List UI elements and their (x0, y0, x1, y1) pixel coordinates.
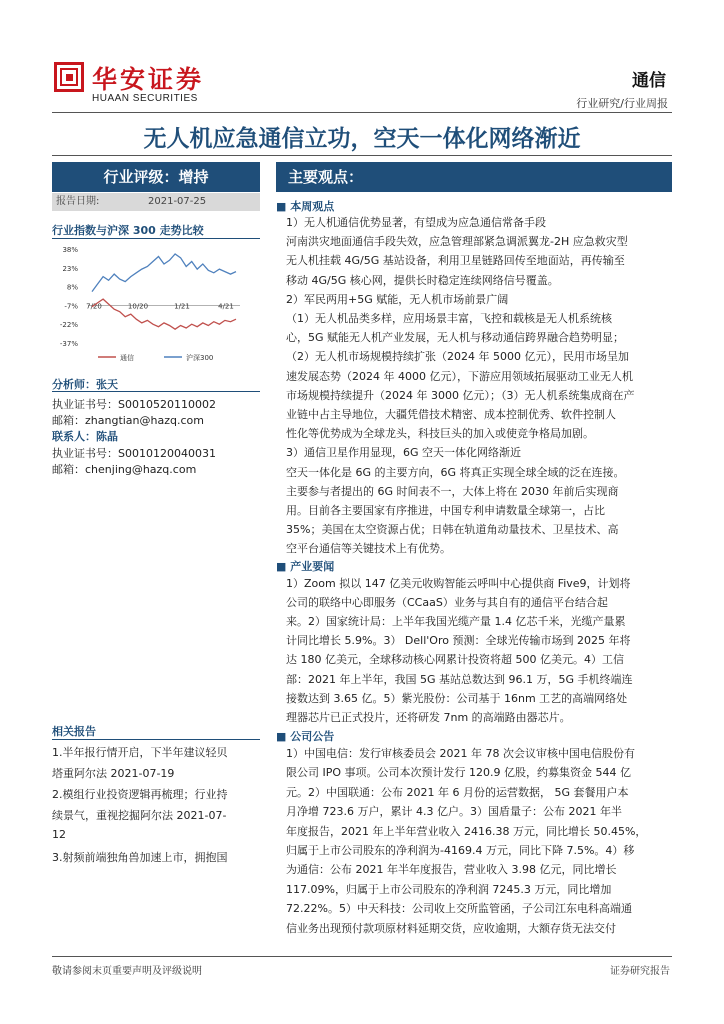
chart-title-rule (52, 238, 260, 239)
weekly-view-text: 本周观点 (290, 200, 335, 213)
main-points-header: 主要观点： (276, 162, 672, 192)
chart-title: 行业指数与沪深 300 走势比较 (52, 224, 204, 237)
y-tick-label: 38% (62, 246, 78, 254)
y-tick-label: 23% (62, 264, 78, 273)
paragraph-line: 业链中占主导地位，大疆凭借技术精密、成本控制优秀、软件控制人 (286, 408, 616, 421)
industry-news-text: 产业要闻 (290, 560, 335, 573)
company-news-title: ■ 公司公告 (276, 730, 335, 743)
paragraph-line: 2）军民两用+5G 赋能，无人机市场前景广阔 (286, 292, 509, 306)
footer-divider (52, 956, 672, 957)
related-rule (52, 739, 260, 740)
paragraph-line: 117.09%，归属于上市公司股东的净利润 7245.3 万元，同比增加 (286, 882, 612, 896)
report-date-value: 2021-07-25 (148, 196, 207, 207)
related-line[interactable]: 塔重阿尔法 2021-07-19 (52, 767, 175, 780)
analyst-rule (52, 391, 260, 392)
x-tick-label: 4/21 (218, 302, 234, 311)
paragraph-line: 速发展态势（2024 年 4000 亿元），下游应用领域拓展驱动工业无人机 (286, 369, 633, 383)
footer-report-type: 证券研究报告 (610, 966, 670, 977)
paragraph-line: 公司的联络中心即服务（CCaaS）业务与其自有的通信平台结合起 (286, 596, 608, 610)
paragraph-line: （1）无人机品类多样，应用场景丰富，飞控和载核是无人机系统核 (286, 312, 612, 325)
analyst-license: 执业证书号：S0010520110002 (52, 398, 216, 411)
paragraph-line: 信业务出现预付款项原材料延期交货，应收逾期，大额存货无法交付 (286, 921, 616, 935)
contact-name: 联系人：陈晶 (52, 430, 118, 443)
logo-seal-icon (54, 62, 84, 92)
related-line[interactable]: 2.模组行业投资逻辑再梳理；行业持 (52, 788, 228, 801)
y-tick-label: -7% (64, 302, 78, 311)
paragraph-line: 理器芯片已正式投片，还将研发 7nm 的高端路由器芯片。 (286, 710, 571, 724)
related-line[interactable]: 3.射频前端独角兽加速上市，拥抱国 (52, 851, 228, 864)
contact-email: 邮箱：chenjing@hazq.com (52, 463, 197, 476)
paragraph-line: 移动 4G/5G 核心网，提供长时稳定连续网络信号覆盖。 (286, 273, 559, 287)
paragraph-line: 1）Zoom 拟以 147 亿美元收购智能云呼叫中心提供商 Five9，计划将 (286, 577, 631, 590)
paragraph-line: 为通信：公布 2021 年半年度报告，营业收入 3.98 亿元，同比增长 (286, 863, 617, 877)
paragraph-line: 元。2）中国联通：公布 2021 年 6 月份的运营数据， 5G 套餐用户本 (286, 785, 629, 799)
industry-rating: 行业评级：增持 (52, 162, 260, 192)
report-type: 行业研究/行业周报 (576, 97, 668, 110)
paragraph-line: 河南洪灾地面通信手段失效，应急管理部紧急调派翼龙-2H 应急救灾型 (286, 235, 628, 249)
contact-license: 执业证书号：S0010120040031 (52, 447, 216, 460)
paragraph-line: 计同比增长 5.9%。3） Dell'Oro 预测：全球光传输市场到 2025 年将 (286, 634, 631, 648)
industry-news-title: ■ 产业要闻 (276, 560, 335, 573)
paragraph-line: 心，5G 赋能无人机产业发展，无人机与移动通信跨界融合趋势明显； (286, 331, 625, 345)
paragraph-line: 接数达到 3.65 亿。5）紫光股份：公司基于 16nm 工艺的高端网络处 (286, 691, 628, 705)
report-title: 无人机应急通信立功，空天一体化网络渐近 (143, 126, 581, 152)
company-news-text: 公司公告 (290, 730, 335, 743)
paragraph-line: 1）中国电信：发行审核委员会 2021 年 78 次会议审核中国电信股份有 (286, 747, 635, 760)
y-tick-label: 8% (66, 283, 78, 292)
legend-label: 通信 (120, 354, 134, 362)
paragraph-line: 部：2021 年上半年，我国 5G 基站总数达到 96.1 万，5G 手机终端连 (286, 672, 633, 686)
paragraph-line: 35%；美国在太空资源占优；日韩在轨道角动量技术、卫星技术、高 (286, 523, 619, 537)
related-line[interactable]: 1.半年报行情开启，下半年建议轻贝 (52, 746, 228, 759)
paragraph-line: 归属于上市公司股东的净利润为-4169.4 万元，同比下降 7.5%。4）移 (286, 844, 635, 857)
paragraph-line: 限公司 IPO 事项。公司本次预计发行 120.9 亿股，约募集资金 544 亿 (286, 766, 631, 780)
related-line[interactable]: 12 (52, 828, 66, 841)
x-tick-label: 1/21 (174, 302, 190, 311)
x-tick-label: 10/20 (127, 302, 149, 311)
weekly-view-title: ■ 本周观点 (276, 200, 335, 213)
paragraph-line: 空平台通信等关键技术上有优势。 (286, 542, 451, 556)
analyst-name: 分析师：张天 (52, 378, 118, 391)
paragraph-line: 无人机挂载 4G/5G 基站设备，利用卫星链路回传至地面站，再传输至 (286, 254, 625, 268)
logo-english: HUAAN SECURITIES (92, 93, 198, 104)
y-tick-label: -37% (59, 340, 78, 348)
index-comparison-chart (52, 243, 252, 365)
paragraph-line: （2）无人机市场规模持续扩张（2024 年 5000 亿元），民用市场呈加 (286, 350, 629, 364)
paragraph-line: 性化等优势成为全球龙头，科技巨头的加入或使竞争格局加剧。 (286, 427, 594, 441)
report-date-bar (52, 193, 260, 211)
footer-disclaimer[interactable]: 敬请参阅末页重要声明及评级说明 (52, 966, 202, 977)
paragraph-line: 1）无人机通信优势显著，有望成为应急通信常备手段 (286, 216, 546, 229)
related-line[interactable]: 续景气，重视挖掘阿尔法 2021-07- (52, 809, 227, 822)
paragraph-line: 年度报告，2021 年上半年营业收入 2416.38 万元，同比增长 50.45%， (286, 824, 647, 838)
sector-label: 通信 (632, 71, 666, 91)
paragraph-line: 达 180 亿美元，全球移动核心网累计投资将超 500 亿美元。4）工信 (286, 653, 624, 667)
paragraph-line: 空天一体化是 6G 的主要方向，6G 将真正实现全球全域的泛在连接。 (286, 465, 625, 479)
paragraph-line: 主要参与者提出的 6G 时间表不一，大体上将在 2030 年前后实现商 (286, 484, 619, 498)
header-divider (52, 112, 672, 113)
paragraph-line: 来。2）国家统计局：上半年我国光缆产量 1.4 亿芯千米，光缆产量累 (286, 615, 626, 629)
report-date-label: 报告日期: (56, 196, 100, 207)
paragraph-line: 市场规模持续提升（2024 年 3000 亿元）；（3）无人机系统集成商在产 (286, 388, 635, 402)
logo-text: 华安证券 (92, 65, 205, 94)
paragraph-line: 用。目前各主要国家有序推进，中国专利申请数量全球第一，占比 (286, 504, 605, 517)
paragraph-line: 72.22%。5）中天科技：公司收上交所监管函，子公司江东电科高端通 (286, 902, 632, 916)
paragraph-line: 3）通信卫星作用显现，6G 空天一体化网络渐近 (286, 446, 522, 460)
related-reports-title: 相关报告 (52, 725, 96, 738)
title-divider (52, 155, 672, 156)
series-line-telecom (92, 299, 236, 329)
paragraph-line: 月净增 723.6 万户，累计 4.3 亿户。3）国盾量子：公布 2021 年半 (286, 805, 622, 819)
analyst-email: 邮箱：zhangtian@hazq.com (52, 414, 204, 427)
series-line-csi300 (92, 254, 236, 292)
y-tick-label: -22% (59, 321, 78, 330)
x-tick-label: 7/20 (86, 302, 102, 311)
legend-label: 沪深300 (186, 354, 214, 362)
